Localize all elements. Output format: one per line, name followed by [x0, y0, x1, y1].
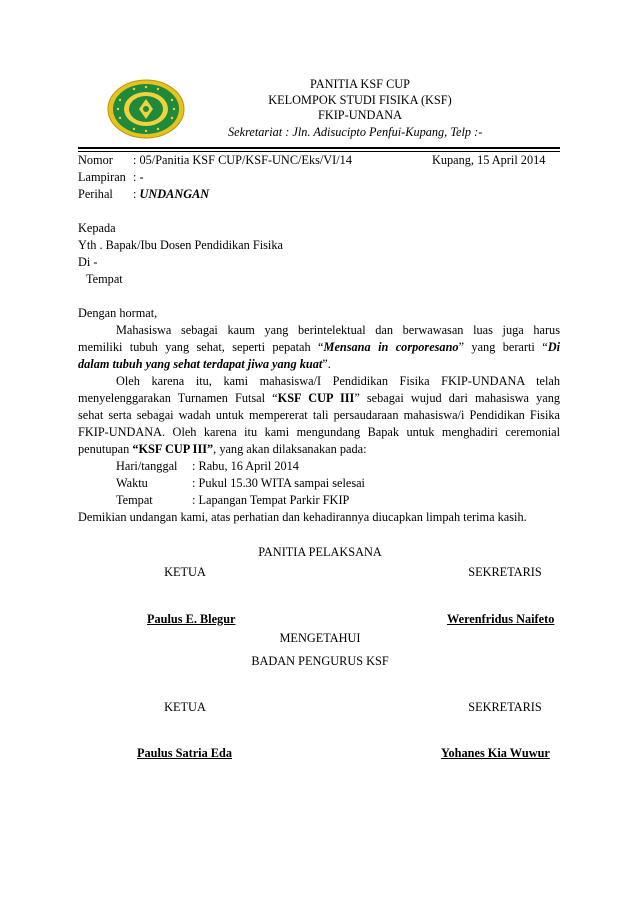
p1-l2-text-c: ” yang berarti “ [458, 340, 548, 354]
p1-l2-text-a: memiliki tubuh yang sehat, seperti pepatah “ [78, 340, 324, 354]
ketua2-title: KETUA [164, 700, 206, 714]
perihal-value-line [133, 187, 209, 202]
letterhead-line-2: KELOMPOK STUDI FISIKA (KSF) [268, 93, 452, 107]
sekretaris2-title: SEKRETARIS [468, 700, 542, 714]
p1-l2-latin-phrase: Mensana in corporesano [323, 340, 459, 354]
sekretaris-name: Werenfridus Naifeto [447, 612, 555, 626]
board-title: BADAN PENGURUS KSF [251, 654, 389, 668]
p1-l2-text-d: Di [547, 340, 560, 354]
ksf-logo [106, 78, 186, 140]
nomor-label: Nomor [78, 153, 113, 167]
ketua-name: Paulus E. Blegur [147, 612, 236, 626]
detail-time-label: Waktu [116, 476, 148, 490]
recipient-name: Yth . Bapak/Ibu Dosen Pendidikan Fisika [78, 238, 283, 252]
approval-title: MENGETAHUI [279, 631, 361, 645]
ketua-title: KETUA [164, 565, 206, 579]
nomor-value: : 05/Panitia KSF CUP/KSF-UNC/Eks/VI/14 [133, 153, 352, 167]
detail-time-value: : Pukul 15.30 WITA sampai selesai [192, 476, 365, 490]
letterhead-line-1: PANITIA KSF CUP [309, 77, 410, 91]
p2-l2-event: KSF CUP III [277, 391, 355, 405]
letterhead-rule-thick [78, 147, 560, 149]
perihal-colon: : [133, 187, 140, 201]
committee-title: PANITIA PELAKSANA [258, 545, 382, 559]
letterhead-address: Sekretariat : Jln. Adisucipto Penfui-Kupang, Telp :- [228, 125, 483, 139]
lampiran-label: Lampiran [78, 170, 126, 184]
p2-l2-text-c: ” sebagai wujud dari mahasiswa yang [354, 391, 560, 405]
paragraph-2-line-1: Oleh karena itu, kami mahasiswa/I Pendidikan Fisika FKIP-UNDANA telah [116, 374, 560, 388]
recipient-kepada: Kepada [78, 221, 116, 235]
detail-place-label: Tempat [116, 493, 153, 507]
paragraph-2-line-2 [78, 391, 560, 406]
p1-l3-meaning: dalam tubuh yang sehat terdapat jiwa yang kuat [78, 357, 323, 371]
paragraph-1-line-2 [78, 340, 560, 355]
detail-date-label: Hari/tanggal [116, 459, 178, 473]
recipient-di: Di - [78, 255, 98, 269]
paragraph-2-line-3: sehat serta sebagai wadah untuk mempererat tali persaudaraan mahasiswa/i Pendidikan Fisika [78, 408, 560, 422]
place-date: Kupang, 15 April 2014 [432, 153, 546, 167]
p2-l5-text-c: , yang akan dilaksanakan pada: [213, 442, 367, 456]
perihal-value: UNDANGAN [139, 187, 210, 201]
letterhead-rule-thin [78, 151, 560, 152]
detail-date-value: : Rabu, 16 April 2014 [192, 459, 299, 473]
p2-l5-text-a: penutupan [78, 442, 133, 456]
closing-sentence: Demikian undangan kami, atas perhatian dan kehadirannya diucapkan limpah terima kasih. [78, 510, 527, 524]
p2-l2-text-a: menyelenggarakan Turnamen Futsal “ [78, 391, 278, 405]
greeting: Dengan hormat, [78, 306, 158, 320]
lampiran-value: : - [133, 170, 144, 184]
recipient-tempat: Tempat [86, 272, 123, 286]
letterhead-line-3: FKIP-UNDANA [317, 108, 403, 122]
paragraph-1-line-3 [78, 357, 331, 372]
p1-l3-end: ”. [322, 357, 331, 371]
paragraph-2-line-5 [78, 442, 366, 457]
detail-place-value: : Lapangan Tempat Parkir FKIP [192, 493, 350, 507]
perihal-label: Perihal [78, 187, 113, 201]
paragraph-1-line-1: Mahasiswa sebagai kaum yang berintelektual dan berwawasan luas juga harus [116, 323, 560, 337]
p2-l5-event: “KSF CUP III” [132, 442, 214, 456]
sekretaris-title: SEKRETARIS [468, 565, 542, 579]
ketua2-name: Paulus Satria Eda [137, 746, 232, 760]
sekretaris2-name: Yohanes Kia Wuwur [441, 746, 550, 760]
paragraph-2-line-4: FKIP-UNDANA. Oleh karena itu kami mengundang Bapak untuk menghadiri ceremonial [78, 425, 560, 439]
